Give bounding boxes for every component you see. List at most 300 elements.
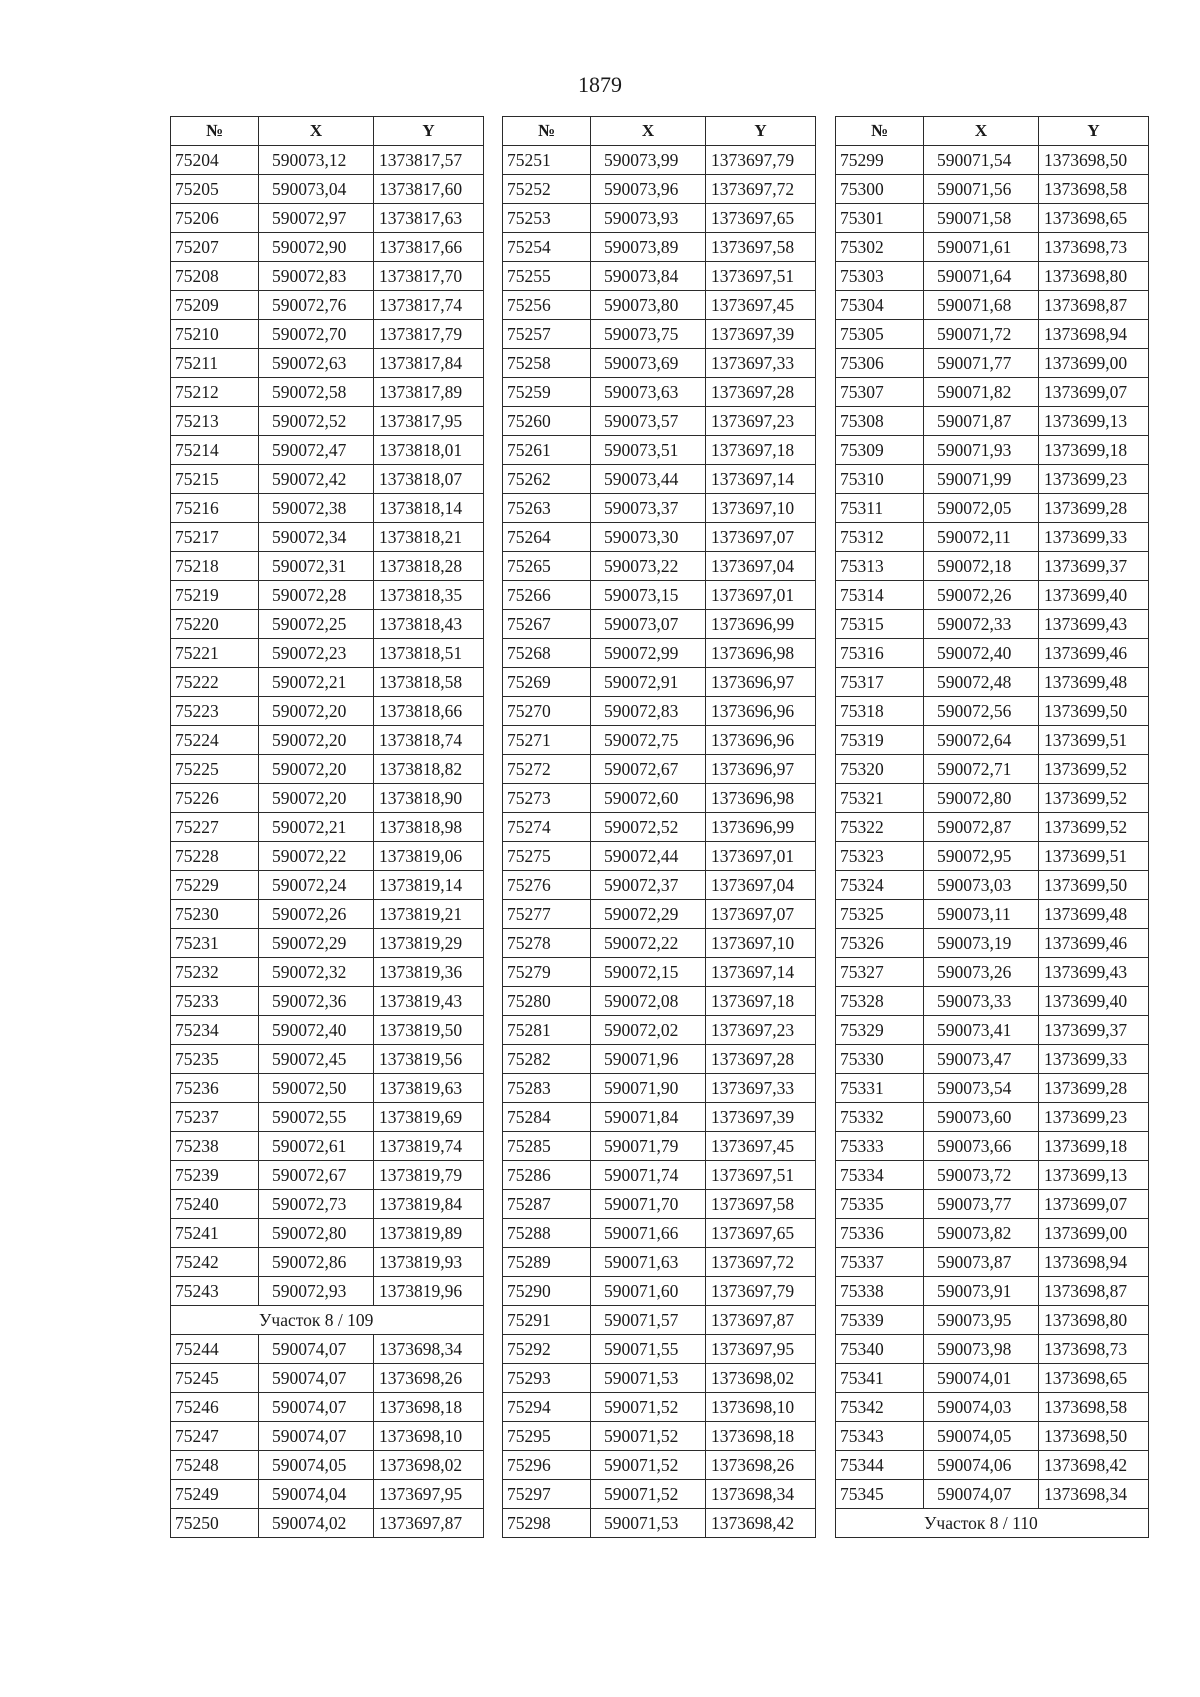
table-row — [503, 204, 816, 233]
x-coordinate-cell: 590071,56 — [924, 175, 1039, 204]
x-coordinate-cell: 590072,02 — [591, 1016, 706, 1045]
table-row — [171, 726, 484, 755]
x-coordinate-cell: 590072,61 — [259, 1132, 374, 1161]
y-coordinate-cell: 1373817,95 — [374, 407, 484, 436]
table-row — [836, 1161, 1149, 1190]
x-coordinate-cell: 590072,75 — [591, 726, 706, 755]
table-row — [171, 552, 484, 581]
x-coordinate-cell: 590072,21 — [259, 813, 374, 842]
x-coordinate-cell: 590071,90 — [591, 1074, 706, 1103]
point-number-cell: 75254 — [503, 233, 591, 262]
x-coordinate-cell: 590073,69 — [591, 349, 706, 378]
point-number-cell: 75334 — [836, 1161, 924, 1190]
point-number-cell: 75267 — [503, 610, 591, 639]
point-number-cell: 75317 — [836, 668, 924, 697]
y-coordinate-cell: 1373697,51 — [706, 262, 816, 291]
y-coordinate-cell: 1373819,29 — [374, 929, 484, 958]
x-coordinate-cell: 590072,64 — [924, 726, 1039, 755]
y-coordinate-cell: 1373697,65 — [706, 204, 816, 233]
x-coordinate-cell: 590072,23 — [259, 639, 374, 668]
point-number-cell: 75314 — [836, 581, 924, 610]
x-coordinate-cell: 590073,91 — [924, 1277, 1039, 1306]
y-coordinate-cell: 1373818,43 — [374, 610, 484, 639]
x-coordinate-cell: 590073,96 — [591, 175, 706, 204]
y-coordinate-cell: 1373697,72 — [706, 1248, 816, 1277]
table-row — [503, 668, 816, 697]
table-row — [171, 1103, 484, 1132]
table-row — [503, 871, 816, 900]
table-row — [171, 1074, 484, 1103]
point-number-cell: 75307 — [836, 378, 924, 407]
x-coordinate-cell: 590072,67 — [591, 755, 706, 784]
y-coordinate-cell: 1373817,60 — [374, 175, 484, 204]
x-coordinate-cell: 590072,90 — [259, 233, 374, 262]
table-row — [836, 929, 1149, 958]
x-coordinate-cell: 590071,53 — [591, 1509, 706, 1538]
table-row — [503, 1422, 816, 1451]
x-coordinate-cell: 590072,95 — [924, 842, 1039, 871]
table-row — [836, 697, 1149, 726]
y-coordinate-cell: 1373699,51 — [1039, 726, 1149, 755]
point-number-cell: 75328 — [836, 987, 924, 1016]
table-row — [503, 1132, 816, 1161]
point-number-cell: 75340 — [836, 1335, 924, 1364]
table-row — [503, 987, 816, 1016]
point-number-cell: 75224 — [171, 726, 259, 755]
table-row — [836, 1480, 1149, 1509]
y-coordinate-cell: 1373698,02 — [374, 1451, 484, 1480]
point-number-cell: 75281 — [503, 1016, 591, 1045]
x-coordinate-cell: 590073,54 — [924, 1074, 1039, 1103]
table-row — [836, 233, 1149, 262]
table-row — [836, 1045, 1149, 1074]
y-coordinate-cell: 1373698,26 — [706, 1451, 816, 1480]
x-coordinate-cell: 590071,52 — [591, 1480, 706, 1509]
y-coordinate-cell: 1373697,04 — [706, 552, 816, 581]
y-coordinate-cell: 1373697,18 — [706, 987, 816, 1016]
y-coordinate-cell: 1373699,50 — [1039, 871, 1149, 900]
table-row — [171, 262, 484, 291]
x-coordinate-cell: 590071,54 — [924, 146, 1039, 175]
point-number-cell: 75279 — [503, 958, 591, 987]
y-coordinate-cell: 1373818,35 — [374, 581, 484, 610]
point-number-cell: 75252 — [503, 175, 591, 204]
header-y: Y — [706, 117, 816, 146]
table-row — [503, 1509, 816, 1538]
table-row — [171, 610, 484, 639]
x-coordinate-cell: 590073,12 — [259, 146, 374, 175]
table-row — [503, 1248, 816, 1277]
x-coordinate-cell: 590071,68 — [924, 291, 1039, 320]
x-coordinate-cell: 590072,70 — [259, 320, 374, 349]
x-coordinate-cell: 590072,83 — [259, 262, 374, 291]
x-coordinate-cell: 590071,60 — [591, 1277, 706, 1306]
y-coordinate-cell: 1373818,74 — [374, 726, 484, 755]
table-body — [503, 146, 816, 1538]
y-coordinate-cell: 1373698,26 — [374, 1364, 484, 1393]
x-coordinate-cell: 590072,22 — [591, 929, 706, 958]
point-number-cell: 75217 — [171, 523, 259, 552]
x-coordinate-cell: 590072,18 — [924, 552, 1039, 581]
point-number-cell: 75210 — [171, 320, 259, 349]
point-number-cell: 75226 — [171, 784, 259, 813]
table-row — [171, 1248, 484, 1277]
y-coordinate-cell: 1373697,01 — [706, 581, 816, 610]
y-coordinate-cell: 1373699,48 — [1039, 668, 1149, 697]
y-coordinate-cell: 1373819,89 — [374, 1219, 484, 1248]
table-row — [171, 1161, 484, 1190]
y-coordinate-cell: 1373819,43 — [374, 987, 484, 1016]
point-number-cell: 75261 — [503, 436, 591, 465]
table-row — [836, 1248, 1149, 1277]
x-coordinate-cell: 590072,87 — [924, 813, 1039, 842]
y-coordinate-cell: 1373698,94 — [1039, 320, 1149, 349]
point-number-cell: 75241 — [171, 1219, 259, 1248]
table-row — [836, 1103, 1149, 1132]
table-row — [503, 1277, 816, 1306]
y-coordinate-cell: 1373696,97 — [706, 668, 816, 697]
table-row — [171, 900, 484, 929]
table-row — [171, 523, 484, 552]
y-coordinate-cell: 1373697,10 — [706, 929, 816, 958]
table-row — [836, 610, 1149, 639]
x-coordinate-cell: 590072,20 — [259, 726, 374, 755]
point-number-cell: 75326 — [836, 929, 924, 958]
table-row — [836, 958, 1149, 987]
header-num: № — [836, 117, 924, 146]
x-coordinate-cell: 590071,63 — [591, 1248, 706, 1277]
x-coordinate-cell: 590074,01 — [924, 1364, 1039, 1393]
point-number-cell: 75338 — [836, 1277, 924, 1306]
table-row — [171, 581, 484, 610]
point-number-cell: 75206 — [171, 204, 259, 233]
x-coordinate-cell: 590071,79 — [591, 1132, 706, 1161]
y-coordinate-cell: 1373697,39 — [706, 1103, 816, 1132]
y-coordinate-cell: 1373699,18 — [1039, 1132, 1149, 1161]
table-row — [836, 581, 1149, 610]
table-row — [836, 175, 1149, 204]
point-number-cell: 75211 — [171, 349, 259, 378]
point-number-cell: 75288 — [503, 1219, 591, 1248]
y-coordinate-cell: 1373696,99 — [706, 813, 816, 842]
point-number-cell: 75302 — [836, 233, 924, 262]
x-coordinate-cell: 590072,63 — [259, 349, 374, 378]
header-y: Y — [1039, 117, 1149, 146]
table-row — [503, 523, 816, 552]
point-number-cell: 75316 — [836, 639, 924, 668]
section-row — [836, 1509, 1149, 1538]
point-number-cell: 75332 — [836, 1103, 924, 1132]
table-row — [171, 842, 484, 871]
coordinate-table-1 — [170, 116, 484, 1538]
x-coordinate-cell: 590072,34 — [259, 523, 374, 552]
point-number-cell: 75304 — [836, 291, 924, 320]
point-number-cell: 75208 — [171, 262, 259, 291]
y-coordinate-cell: 1373698,18 — [706, 1422, 816, 1451]
y-coordinate-cell: 1373697,65 — [706, 1219, 816, 1248]
x-coordinate-cell: 590071,74 — [591, 1161, 706, 1190]
y-coordinate-cell: 1373698,42 — [1039, 1451, 1149, 1480]
point-number-cell: 75272 — [503, 755, 591, 784]
y-coordinate-cell: 1373699,13 — [1039, 1161, 1149, 1190]
table-row — [503, 697, 816, 726]
y-coordinate-cell: 1373698,65 — [1039, 204, 1149, 233]
table-row — [503, 639, 816, 668]
x-coordinate-cell: 590073,80 — [591, 291, 706, 320]
table-row — [836, 436, 1149, 465]
table-row — [171, 1364, 484, 1393]
table-row — [171, 378, 484, 407]
point-number-cell: 75274 — [503, 813, 591, 842]
y-coordinate-cell: 1373698,02 — [706, 1364, 816, 1393]
table-row — [836, 1335, 1149, 1364]
x-coordinate-cell: 590071,72 — [924, 320, 1039, 349]
table-row — [171, 871, 484, 900]
header-x: X — [924, 117, 1039, 146]
point-number-cell: 75324 — [836, 871, 924, 900]
point-number-cell: 75249 — [171, 1480, 259, 1509]
x-coordinate-cell: 590073,89 — [591, 233, 706, 262]
point-number-cell: 75209 — [171, 291, 259, 320]
y-coordinate-cell: 1373819,21 — [374, 900, 484, 929]
x-coordinate-cell: 590073,51 — [591, 436, 706, 465]
point-number-cell: 75298 — [503, 1509, 591, 1538]
y-coordinate-cell: 1373698,80 — [1039, 262, 1149, 291]
y-coordinate-cell: 1373697,07 — [706, 900, 816, 929]
table-row — [171, 1480, 484, 1509]
y-coordinate-cell: 1373819,36 — [374, 958, 484, 987]
y-coordinate-cell: 1373818,21 — [374, 523, 484, 552]
point-number-cell: 75295 — [503, 1422, 591, 1451]
point-number-cell: 75273 — [503, 784, 591, 813]
point-number-cell: 75264 — [503, 523, 591, 552]
x-coordinate-cell: 590072,37 — [591, 871, 706, 900]
y-coordinate-cell: 1373699,46 — [1039, 639, 1149, 668]
point-number-cell: 75327 — [836, 958, 924, 987]
x-coordinate-cell: 590073,84 — [591, 262, 706, 291]
x-coordinate-cell: 590072,26 — [259, 900, 374, 929]
y-coordinate-cell: 1373696,99 — [706, 610, 816, 639]
point-number-cell: 75220 — [171, 610, 259, 639]
y-coordinate-cell: 1373697,28 — [706, 1045, 816, 1074]
x-coordinate-cell: 590072,21 — [259, 668, 374, 697]
point-number-cell: 75344 — [836, 1451, 924, 1480]
point-number-cell: 75277 — [503, 900, 591, 929]
point-number-cell: 75325 — [836, 900, 924, 929]
point-number-cell: 75256 — [503, 291, 591, 320]
table-row — [503, 1219, 816, 1248]
table-row — [171, 320, 484, 349]
x-coordinate-cell: 590073,72 — [924, 1161, 1039, 1190]
point-number-cell: 75221 — [171, 639, 259, 668]
table-row — [503, 407, 816, 436]
x-coordinate-cell: 590074,03 — [924, 1393, 1039, 1422]
x-coordinate-cell: 590073,04 — [259, 175, 374, 204]
table-row — [836, 813, 1149, 842]
point-number-cell: 75313 — [836, 552, 924, 581]
table-row — [503, 349, 816, 378]
point-number-cell: 75232 — [171, 958, 259, 987]
header-x: X — [259, 117, 374, 146]
x-coordinate-cell: 590072,99 — [591, 639, 706, 668]
point-number-cell: 75318 — [836, 697, 924, 726]
x-coordinate-cell: 590071,84 — [591, 1103, 706, 1132]
y-coordinate-cell: 1373699,28 — [1039, 494, 1149, 523]
x-coordinate-cell: 590072,80 — [924, 784, 1039, 813]
point-number-cell: 75219 — [171, 581, 259, 610]
point-number-cell: 75282 — [503, 1045, 591, 1074]
y-coordinate-cell: 1373699,40 — [1039, 987, 1149, 1016]
point-number-cell: 75335 — [836, 1190, 924, 1219]
point-number-cell: 75275 — [503, 842, 591, 871]
table-row — [503, 958, 816, 987]
x-coordinate-cell: 590072,36 — [259, 987, 374, 1016]
x-coordinate-cell: 590072,26 — [924, 581, 1039, 610]
y-coordinate-cell: 1373699,52 — [1039, 813, 1149, 842]
x-coordinate-cell: 590071,53 — [591, 1364, 706, 1393]
table-row — [171, 1219, 484, 1248]
table-row — [503, 494, 816, 523]
point-number-cell: 75242 — [171, 1248, 259, 1277]
x-coordinate-cell: 590072,60 — [591, 784, 706, 813]
y-coordinate-cell: 1373697,51 — [706, 1161, 816, 1190]
table-row — [836, 378, 1149, 407]
table-row — [503, 813, 816, 842]
header-y: Y — [374, 117, 484, 146]
point-number-cell: 75236 — [171, 1074, 259, 1103]
table-header-row — [503, 117, 816, 146]
x-coordinate-cell: 590071,99 — [924, 465, 1039, 494]
y-coordinate-cell: 1373697,45 — [706, 291, 816, 320]
y-coordinate-cell: 1373698,34 — [706, 1480, 816, 1509]
table-row — [171, 204, 484, 233]
section-label: Участок 8 / 109 — [171, 1306, 484, 1335]
table-row — [836, 320, 1149, 349]
x-coordinate-cell: 590072,29 — [259, 929, 374, 958]
y-coordinate-cell: 1373699,00 — [1039, 349, 1149, 378]
x-coordinate-cell: 590074,05 — [259, 1451, 374, 1480]
x-coordinate-cell: 590074,07 — [259, 1364, 374, 1393]
table-row — [836, 1393, 1149, 1422]
x-coordinate-cell: 590073,99 — [591, 146, 706, 175]
y-coordinate-cell: 1373697,23 — [706, 1016, 816, 1045]
point-number-cell: 75223 — [171, 697, 259, 726]
table-row — [503, 465, 816, 494]
y-coordinate-cell: 1373697,95 — [706, 1335, 816, 1364]
point-number-cell: 75222 — [171, 668, 259, 697]
point-number-cell: 75265 — [503, 552, 591, 581]
point-number-cell: 75306 — [836, 349, 924, 378]
table-row — [171, 1393, 484, 1422]
table-row — [503, 1451, 816, 1480]
x-coordinate-cell: 590072,38 — [259, 494, 374, 523]
point-number-cell: 75237 — [171, 1103, 259, 1132]
point-number-cell: 75285 — [503, 1132, 591, 1161]
y-coordinate-cell: 1373699,13 — [1039, 407, 1149, 436]
y-coordinate-cell: 1373818,01 — [374, 436, 484, 465]
point-number-cell: 75321 — [836, 784, 924, 813]
table-row — [503, 320, 816, 349]
table-row — [836, 465, 1149, 494]
y-coordinate-cell: 1373697,87 — [374, 1509, 484, 1538]
y-coordinate-cell: 1373699,33 — [1039, 1045, 1149, 1074]
x-coordinate-cell: 590074,07 — [924, 1480, 1039, 1509]
point-number-cell: 75251 — [503, 146, 591, 175]
y-coordinate-cell: 1373699,00 — [1039, 1219, 1149, 1248]
y-coordinate-cell: 1373698,42 — [706, 1509, 816, 1538]
x-coordinate-cell: 590071,70 — [591, 1190, 706, 1219]
table-row — [171, 784, 484, 813]
x-coordinate-cell: 590072,73 — [259, 1190, 374, 1219]
table-row — [836, 842, 1149, 871]
x-coordinate-cell: 590072,25 — [259, 610, 374, 639]
y-coordinate-cell: 1373819,69 — [374, 1103, 484, 1132]
x-coordinate-cell: 590072,15 — [591, 958, 706, 987]
x-coordinate-cell: 590073,57 — [591, 407, 706, 436]
table-row — [503, 262, 816, 291]
x-coordinate-cell: 590074,07 — [259, 1393, 374, 1422]
x-coordinate-cell: 590073,60 — [924, 1103, 1039, 1132]
y-coordinate-cell: 1373819,63 — [374, 1074, 484, 1103]
x-coordinate-cell: 590073,75 — [591, 320, 706, 349]
y-coordinate-cell: 1373699,23 — [1039, 1103, 1149, 1132]
point-number-cell: 75247 — [171, 1422, 259, 1451]
x-coordinate-cell: 590072,33 — [924, 610, 1039, 639]
y-coordinate-cell: 1373697,58 — [706, 233, 816, 262]
table-row — [171, 291, 484, 320]
y-coordinate-cell: 1373698,50 — [1039, 146, 1149, 175]
y-coordinate-cell: 1373698,10 — [374, 1422, 484, 1451]
table-row — [171, 465, 484, 494]
x-coordinate-cell: 590072,20 — [259, 755, 374, 784]
table-row — [171, 1509, 484, 1538]
x-coordinate-cell: 590073,03 — [924, 871, 1039, 900]
point-number-cell: 75234 — [171, 1016, 259, 1045]
point-number-cell: 75343 — [836, 1422, 924, 1451]
y-coordinate-cell: 1373699,52 — [1039, 755, 1149, 784]
x-coordinate-cell: 590071,52 — [591, 1393, 706, 1422]
table-row — [503, 1045, 816, 1074]
y-coordinate-cell: 1373818,66 — [374, 697, 484, 726]
x-coordinate-cell: 590071,66 — [591, 1219, 706, 1248]
x-coordinate-cell: 590073,11 — [924, 900, 1039, 929]
x-coordinate-cell: 590073,95 — [924, 1306, 1039, 1335]
point-number-cell: 75262 — [503, 465, 591, 494]
y-coordinate-cell: 1373699,52 — [1039, 784, 1149, 813]
header-num: № — [503, 117, 591, 146]
table-row — [503, 1364, 816, 1393]
point-number-cell: 75287 — [503, 1190, 591, 1219]
x-coordinate-cell: 590074,07 — [259, 1335, 374, 1364]
table-row — [171, 494, 484, 523]
table-row — [171, 697, 484, 726]
table-row — [836, 900, 1149, 929]
point-number-cell: 75266 — [503, 581, 591, 610]
table-row — [503, 436, 816, 465]
table-row — [836, 1451, 1149, 1480]
section-row — [171, 1306, 484, 1335]
y-coordinate-cell: 1373697,58 — [706, 1190, 816, 1219]
y-coordinate-cell: 1373697,10 — [706, 494, 816, 523]
point-number-cell: 75310 — [836, 465, 924, 494]
x-coordinate-cell: 590072,40 — [924, 639, 1039, 668]
x-coordinate-cell: 590072,29 — [591, 900, 706, 929]
table-row — [503, 1480, 816, 1509]
y-coordinate-cell: 1373696,96 — [706, 697, 816, 726]
table-row — [836, 523, 1149, 552]
x-coordinate-cell: 590073,87 — [924, 1248, 1039, 1277]
y-coordinate-cell: 1373697,07 — [706, 523, 816, 552]
